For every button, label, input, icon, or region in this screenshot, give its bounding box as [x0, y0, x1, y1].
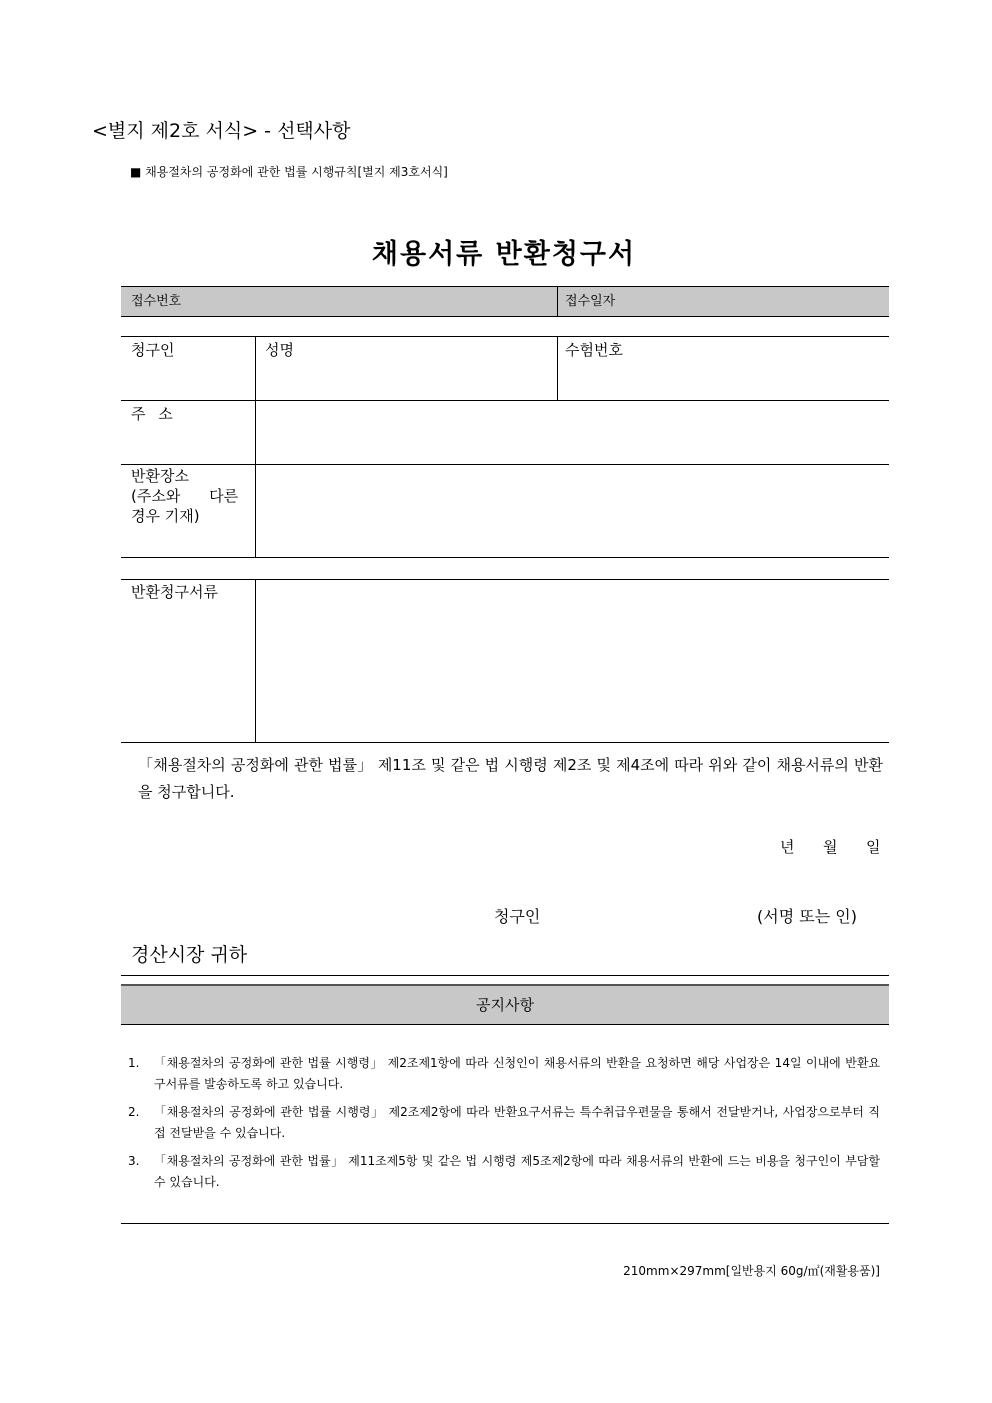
- notice-item: [128, 1102, 880, 1144]
- return-place-field[interactable]: [258, 466, 887, 555]
- notice-bottom-line: [121, 1223, 889, 1224]
- date-day: 일: [866, 838, 881, 856]
- receipt-number-label: 접수번호: [131, 294, 182, 309]
- return-place-label-line3: 경우 기재): [131, 507, 200, 525]
- notice-item-text: 「채용절차의 공정화에 관한 법률 시행령」 제2조제1항에 따라 신청인이 채용서류의 반환을 요청하면 해당 사업장은 14일 이내에 반환요구서류를 발송하도록 하고 있습니다.: [154, 1056, 880, 1091]
- notice-header: [121, 984, 889, 1025]
- documents-divider: [255, 579, 256, 742]
- paper-spec: 210mm×297mm[일반용지 60g/㎡(재활용품)]: [623, 1264, 880, 1278]
- exam-number-label: 수험번호: [565, 341, 623, 359]
- address-field[interactable]: [258, 402, 887, 462]
- receipt-bar: [121, 286, 889, 317]
- documents-field[interactable]: [258, 581, 887, 740]
- law-reference: ■ 채용절차의 공정화에 관한 법률 시행규칙[별지 제3호서식]: [130, 165, 448, 179]
- notice-item-number: 3.: [128, 1154, 140, 1168]
- documents-top-line: [121, 579, 889, 580]
- notice-item: [128, 1151, 880, 1193]
- page-title: 채용서류 반환청구서: [371, 239, 637, 270]
- date-month: 월: [823, 838, 838, 856]
- name-field[interactable]: [258, 362, 554, 398]
- return-place-top-line: [121, 464, 889, 465]
- receipt-date-label: 접수일자: [565, 294, 616, 309]
- documents-label: 반환청구서류: [131, 583, 218, 601]
- notice-item-number: 1.: [128, 1056, 140, 1070]
- signature-hint: (서명 또는 인): [757, 907, 857, 926]
- applicant-top-line: [121, 336, 889, 337]
- notice-item-text: 「채용절차의 공정화에 관한 법률 시행령」 제2조제2항에 따라 반환요구서류는 특수취급우편물을 통해서 전달받거나, 사업장으로부터 직접 전달받을 수 있습니다.: [154, 1105, 880, 1140]
- exam-number-field[interactable]: [560, 362, 887, 398]
- notice-item: [128, 1053, 880, 1095]
- form-label: <별지 제2호 서식> - 선택사항: [92, 120, 351, 142]
- applicant-label: 청구인: [131, 341, 175, 359]
- notice-list: [128, 1053, 880, 1200]
- applicant-divider: [255, 336, 256, 557]
- signature-label: 청구인: [494, 907, 541, 926]
- notice-title: 공지사항: [476, 996, 534, 1014]
- receipt-divider: [557, 287, 558, 317]
- address-top-line: [121, 400, 889, 401]
- notice-top-line: [121, 975, 889, 976]
- notice-item-number: 2.: [128, 1105, 140, 1119]
- documents-bottom-line: [121, 742, 889, 743]
- return-place-label-line2: (주소와 다른: [131, 487, 239, 505]
- request-statement: 「채용절차의 공정화에 관한 법률」 제11조 및 같은 법 시행령 제2조 및 제4조에 따라 위와 같이 채용서류의 반환을 청구합니다.: [138, 756, 883, 801]
- date-year: 년: [780, 838, 795, 856]
- return-place-label: [131, 466, 247, 526]
- name-label: 성명: [265, 341, 294, 359]
- name-exam-divider: [557, 336, 558, 400]
- applicant-bottom-line: [121, 557, 889, 558]
- address-label: 주 소: [131, 405, 177, 423]
- recipient: 경산시장 귀하: [131, 944, 248, 966]
- return-place-label-line1: 반환장소: [131, 467, 189, 485]
- notice-item-text: 「채용절차의 공정화에 관한 법률」 제11조제5항 및 같은 법 시행령 제5조제2항에 따라 채용서류의 반환에 드는 비용을 청구인이 부담할 수 있습니다.: [154, 1154, 880, 1189]
